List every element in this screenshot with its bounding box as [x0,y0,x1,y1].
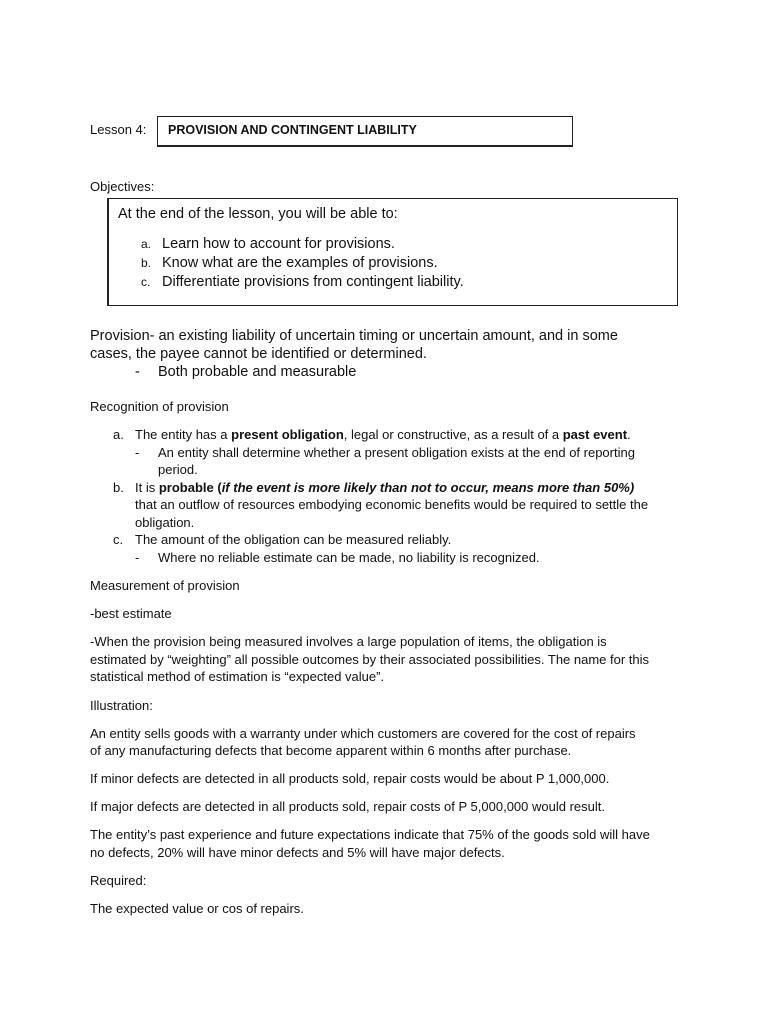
measurement-heading: Measurement of provision [90,578,240,593]
measurement-paragraph: -When the provision being measured involves a large population of items, the obligation is [90,634,607,649]
illustration-paragraph: no defects, 20% will have minor defects and 5% will have major defects. [90,845,505,860]
definition-dash: - [135,364,140,380]
illustration-paragraph: If minor defects are detected in all products sold, repair costs would be about P 1,000,000. [90,771,610,786]
illustration-paragraph: The entity’s past experience and future expectations indicate that 75% of the goods sold will have [90,827,650,842]
objectives-intro: At the end of the lesson, you will be able to: [118,206,398,222]
recognition-a-sub: An entity shall determine whether a present obligation exists at the end of reporting [158,445,635,460]
recognition-item-a [135,426,631,443]
recognition-c-dash: - [135,550,140,565]
lesson-title: PROVISION AND CONTINGENT LIABILITY [168,123,417,137]
recognition-a-text: . [627,427,631,442]
recognition-a-sub: period. [158,462,198,477]
measurement-paragraph: statistical method of estimation is “expected value”. [90,669,385,684]
recognition-c-sub: Where no reliable estimate can be made, no liability is recognized. [158,550,540,565]
objective-marker: a. [141,237,152,251]
illustration-paragraph: of any manufacturing defects that become apparent within 6 months after purchase. [90,743,572,758]
present-obligation-term: present obligation [231,427,344,442]
objective-text: Know what are the examples of provisions. [162,255,438,271]
required-heading: Required: [90,873,147,888]
recognition-marker-b: b. [113,480,124,495]
objective-marker: c. [141,275,151,289]
illustration-paragraph: An entity sells goods with a warranty under which customers are covered for the cost of repairs [90,726,636,741]
recognition-heading: Recognition of provision [90,399,229,414]
recognition-a-text: , legal or constructive, as a result of a [343,427,563,442]
measurement-paragraph: estimated by “weighting” all possible outcomes by their associated possibilities. The name for this [90,652,650,667]
definition-line: cases, the payee cannot be identified or determined. [90,346,427,362]
recognition-b-text: obligation. [135,515,195,530]
illustration-paragraph: If major defects are detected in all products sold, repair costs of P 5,000,000 would result. [90,799,605,814]
past-event-term: past event [562,427,628,442]
recognition-item-c: The amount of the obligation can be measured reliably. [135,532,452,547]
objective-marker: b. [141,256,152,270]
probable-definition: if the event is more likely than not to occur, means more than 50%) [221,480,635,495]
recognition-marker-a: a. [113,427,124,442]
recognition-a-dash: - [135,445,140,460]
best-estimate: -best estimate [90,606,172,621]
recognition-marker-c: c. [113,532,124,547]
definition-bullet: Both probable and measurable [158,364,357,380]
lesson-label: Lesson 4: [90,122,147,137]
recognition-b-text: that an outflow of resources embodying economic benefits would be required to settle the [135,497,649,512]
recognition-a-text: The entity has a [135,427,232,442]
objective-text: Learn how to account for provisions. [162,236,395,252]
objectives-box [107,198,678,306]
definition-line: Provision- an existing liability of uncertain timing or uncertain amount, and in some [90,328,618,344]
illustration-heading: Illustration: [90,698,153,713]
recognition-b-text: It is [135,480,159,495]
lesson-title-box [157,116,573,147]
required-text: The expected value or cos of repairs. [90,901,304,916]
recognition-item-b [135,479,634,496]
objective-text: Differentiate provisions from contingent liability. [162,274,464,290]
probable-term: probable ( [158,480,222,495]
objectives-heading: Objectives: [90,179,155,194]
